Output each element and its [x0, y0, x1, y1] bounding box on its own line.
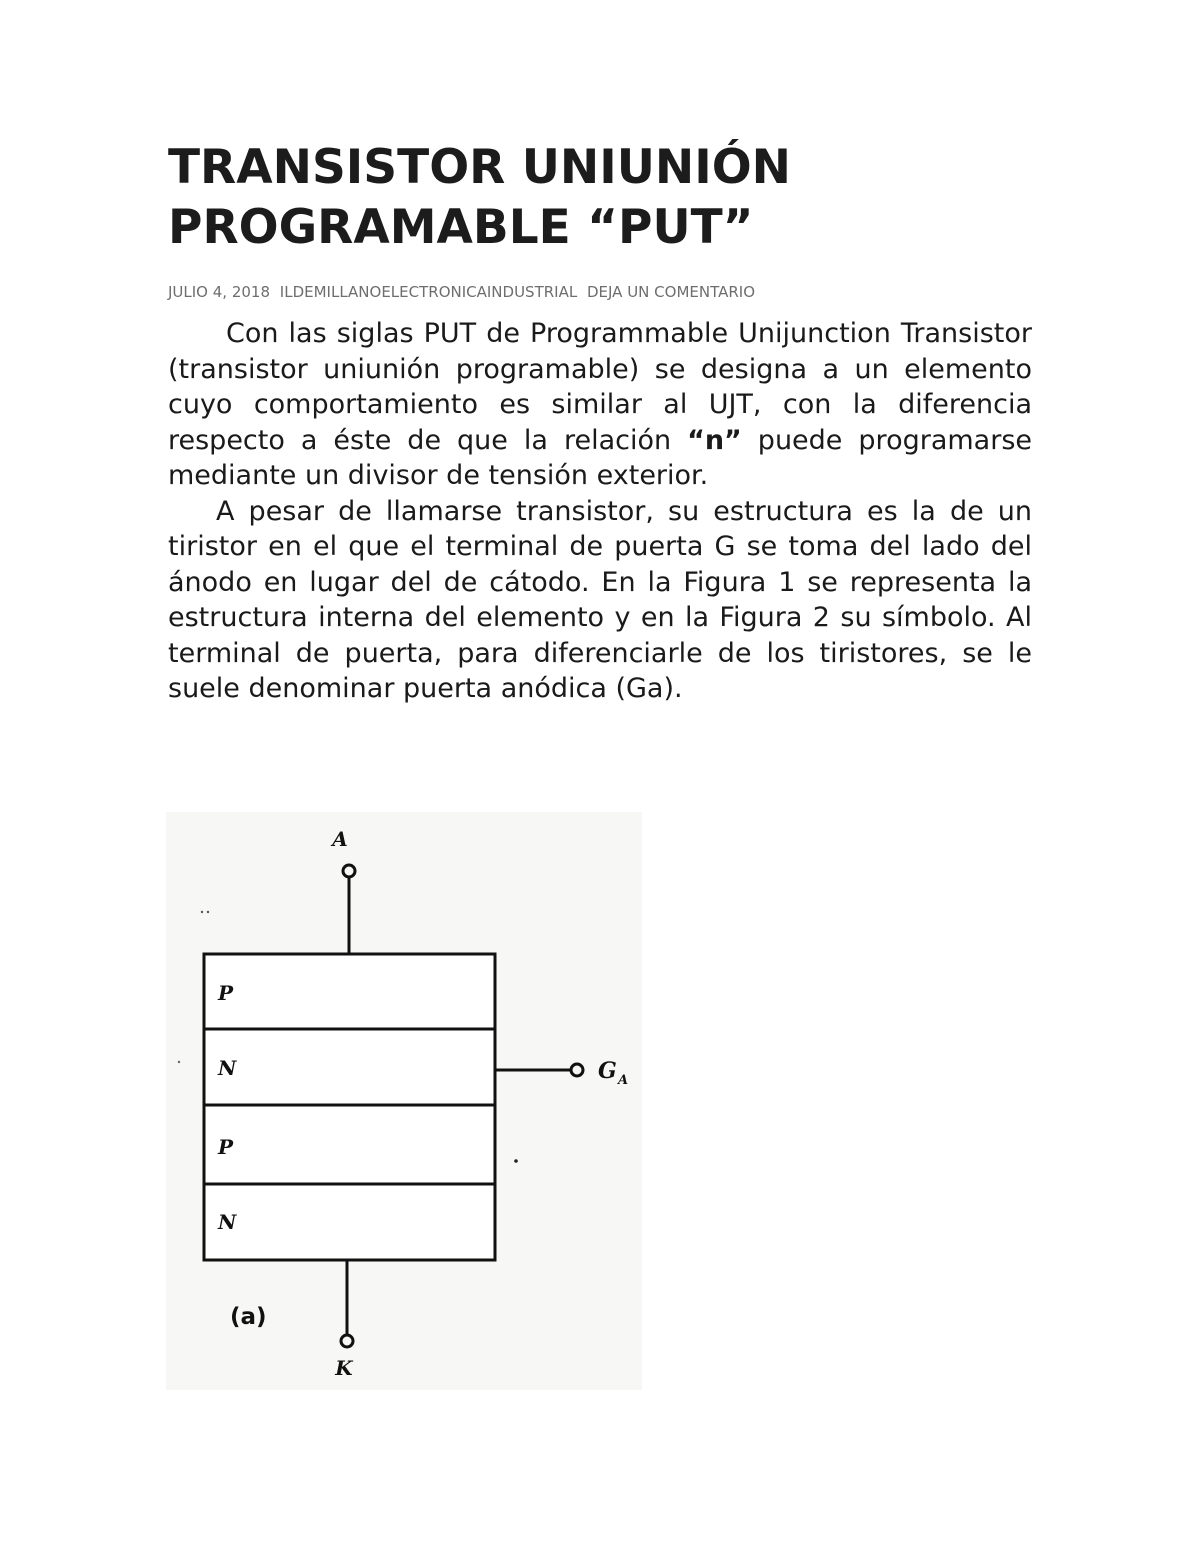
scan-speck — [207, 911, 209, 913]
scan-speck — [201, 911, 203, 913]
post-meta — [168, 282, 1032, 302]
paragraph-1 — [168, 316, 1032, 494]
layer-label-4: N — [218, 1210, 237, 1234]
anode-terminal-icon — [343, 865, 355, 877]
cathode-label: K — [335, 1356, 353, 1380]
paragraph-2: A pesar de llamarse transistor, su estructura es la de un tiristor en el que el terminal de puerta G se toma del lado del ánodo en lugar del de cátodo. En la Figura 1 se representa la estructura interna del elemento y en la Figura 2 su símbolo. Al terminal de puerta, para diferenciarle de los tiristores, se le suele denominar puerta anódica (Ga). — [168, 495, 1032, 704]
gate-terminal-icon — [571, 1064, 583, 1076]
paragraph-1-text-a: Con las siglas PUT de Programmable Unijunction Transistor (transistor uniunión programable) se designa a un elemento cuyo comportamiento es similar al UJT, con la diferencia respecto a éste de que la relación — [168, 318, 1032, 456]
figure-caption: (a) — [230, 1304, 267, 1330]
layer-label-2: N — [218, 1056, 237, 1080]
put-structure-figure — [166, 812, 642, 1390]
comment-link[interactable]: DEJA UN COMENTARIO — [586, 283, 756, 301]
gate-label-subscript: A — [618, 1073, 629, 1088]
article-body — [168, 316, 1032, 707]
put-structure-diagram — [166, 812, 642, 1390]
scan-speck — [178, 1061, 180, 1063]
post-date[interactable]: JULIO 4, 2018 — [168, 283, 271, 301]
paragraph-1-text-b: puede programarse mediante un divisor de tensión exterior. — [168, 424, 1032, 491]
cathode-terminal-icon — [341, 1335, 353, 1347]
gate-label: G — [598, 1058, 617, 1084]
post-author[interactable]: ILDEMILLANOELECTRONICAINDUSTRIAL — [279, 283, 578, 301]
semiconductor-block — [204, 954, 495, 1260]
layer-label-3: P — [218, 1135, 234, 1159]
anode-label: A — [332, 827, 348, 851]
document-title: TRANSISTOR UNIUNIÓN PROGRAMABLE “PUT” — [168, 140, 791, 255]
scan-speck — [514, 1159, 518, 1163]
paragraph-1-bold: “n” — [687, 424, 742, 456]
layer-label-1: P — [218, 981, 234, 1005]
